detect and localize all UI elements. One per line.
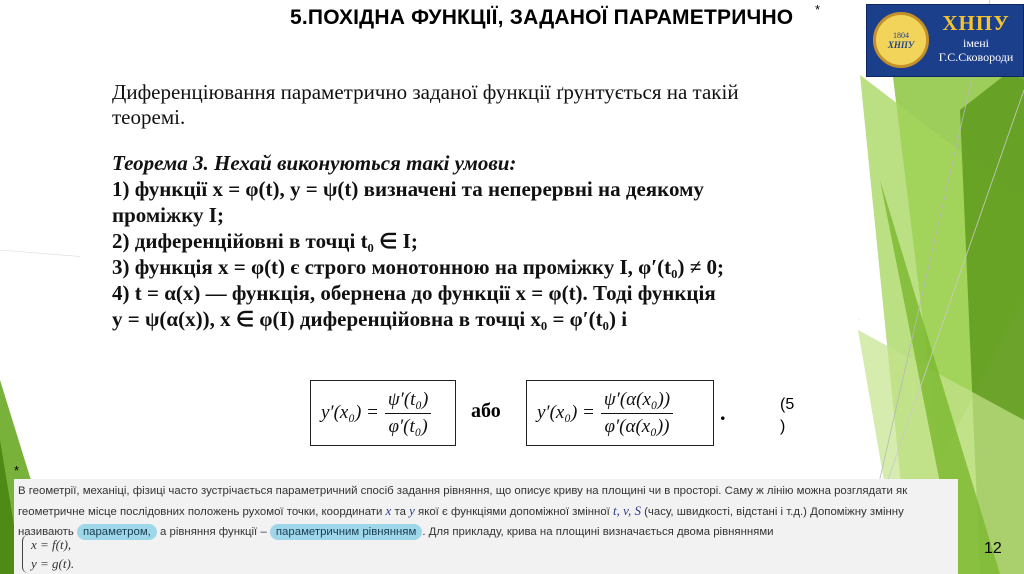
formula-box-1 xyxy=(310,380,456,446)
fraction-denominator: φ′(α(x₀)) xyxy=(604,415,670,437)
equation-number-line: (5 xyxy=(780,396,795,413)
note-text: геометричне місце послідовних положень рухомої точки, координати xyxy=(18,506,383,518)
theorem-line: 3) функція x = φ(t) є строго монотонною на проміжку I, φ′(t₀) ≠ 0; xyxy=(112,255,724,279)
formula-lhs: y′(x₀) = xyxy=(321,402,379,423)
seal-year: 1804 xyxy=(893,30,909,40)
theorem-line: 4) t = α(x) — функція, обернена до функції x = φ(t). Тоді функція xyxy=(112,281,716,305)
paragraph-line: теоремі. xyxy=(112,105,186,129)
page-number: 12 xyxy=(984,540,1002,557)
theorem-line: y = ψ(α(x)), x ∈ φ(I) диференційовна в точці x₀ = φ′(t₀) і xyxy=(112,307,628,331)
equation-number xyxy=(780,394,810,438)
note-text: (часу, швидкості, відстані і т.д.) Допоміжну змінну xyxy=(644,506,904,518)
highlight-parameter[interactable]: параметром, xyxy=(77,524,157,540)
intro-paragraph xyxy=(112,80,852,130)
note-text: а рівняння функції – xyxy=(159,526,267,538)
logo-text xyxy=(929,11,1023,64)
logo-line-2: Г.С.Сковороди xyxy=(938,50,1014,64)
formula-fraction xyxy=(385,389,432,438)
theorem-block xyxy=(112,150,852,332)
slide-title: 5.ПОХІДНА ФУНКЦІЇ, ЗАДАНОЇ ПАРАМЕТРИЧНО xyxy=(290,6,794,29)
seal-text: ХНПУ xyxy=(887,39,915,50)
variable-tvs: t, v, S xyxy=(613,503,641,518)
explanation-note xyxy=(14,479,958,574)
formula-fraction xyxy=(601,389,673,438)
fraction-denominator: φ′(t₀) xyxy=(388,415,428,437)
logo-line-1: імені xyxy=(962,36,989,50)
note-asterisk: * xyxy=(14,463,20,478)
system-equation: x = f(t), xyxy=(31,537,72,552)
university-logo xyxy=(866,4,1024,77)
equation-number-line: ) xyxy=(780,418,786,435)
system-equation: y = g(t). xyxy=(31,556,75,571)
scanned-text-block xyxy=(80,70,858,331)
variable-y: y xyxy=(409,503,415,518)
theorem-line: 2) диференційовні в точці t₀ ∈ I; xyxy=(112,229,418,253)
variable-x: x xyxy=(385,503,392,518)
formula-connector: або xyxy=(471,400,501,422)
logo-abbreviation: ХНПУ xyxy=(942,11,1010,35)
equation-system xyxy=(22,535,74,573)
fraction-numerator: ψ′(α(x₀)) xyxy=(601,389,673,414)
note-text: якої є функціями допоміжної змінної xyxy=(418,506,610,518)
note-text: називають xyxy=(18,526,74,538)
formula-box-2 xyxy=(526,380,714,446)
theorem-line: Теорема 3. Нехай виконуються такі умови: xyxy=(112,151,517,175)
formula-lhs: y′(x₀) = xyxy=(537,402,595,423)
theorem-line: 1) функції x = φ(t), y = ψ(t) визначені та неперервні на деякому xyxy=(112,177,704,201)
paragraph-line: Диференціювання параметрично заданої функції ґрунтується на такій xyxy=(112,80,739,104)
formula-period: . xyxy=(720,400,726,425)
highlight-parametric-equation[interactable]: параметричним рівнянням xyxy=(270,524,422,540)
note-text: . Для прикладу, крива на площині визначається двома рівняннями xyxy=(422,526,774,538)
seal-emblem xyxy=(873,12,929,68)
note-line-3 xyxy=(18,522,954,542)
note-line-1: В геометрії, механіці, фізиці часто зустрічається параметричний спосіб задання рівняння, що описує криву на площині чи в просторі. Саму ж лінію можна розглядати як xyxy=(18,485,908,497)
title-asterisk: * xyxy=(815,2,821,17)
note-text: та xyxy=(394,506,406,518)
theorem-line: проміжку I; xyxy=(112,203,224,227)
note-line-2 xyxy=(18,501,954,522)
fraction-numerator: ψ′(t₀) xyxy=(385,389,432,414)
